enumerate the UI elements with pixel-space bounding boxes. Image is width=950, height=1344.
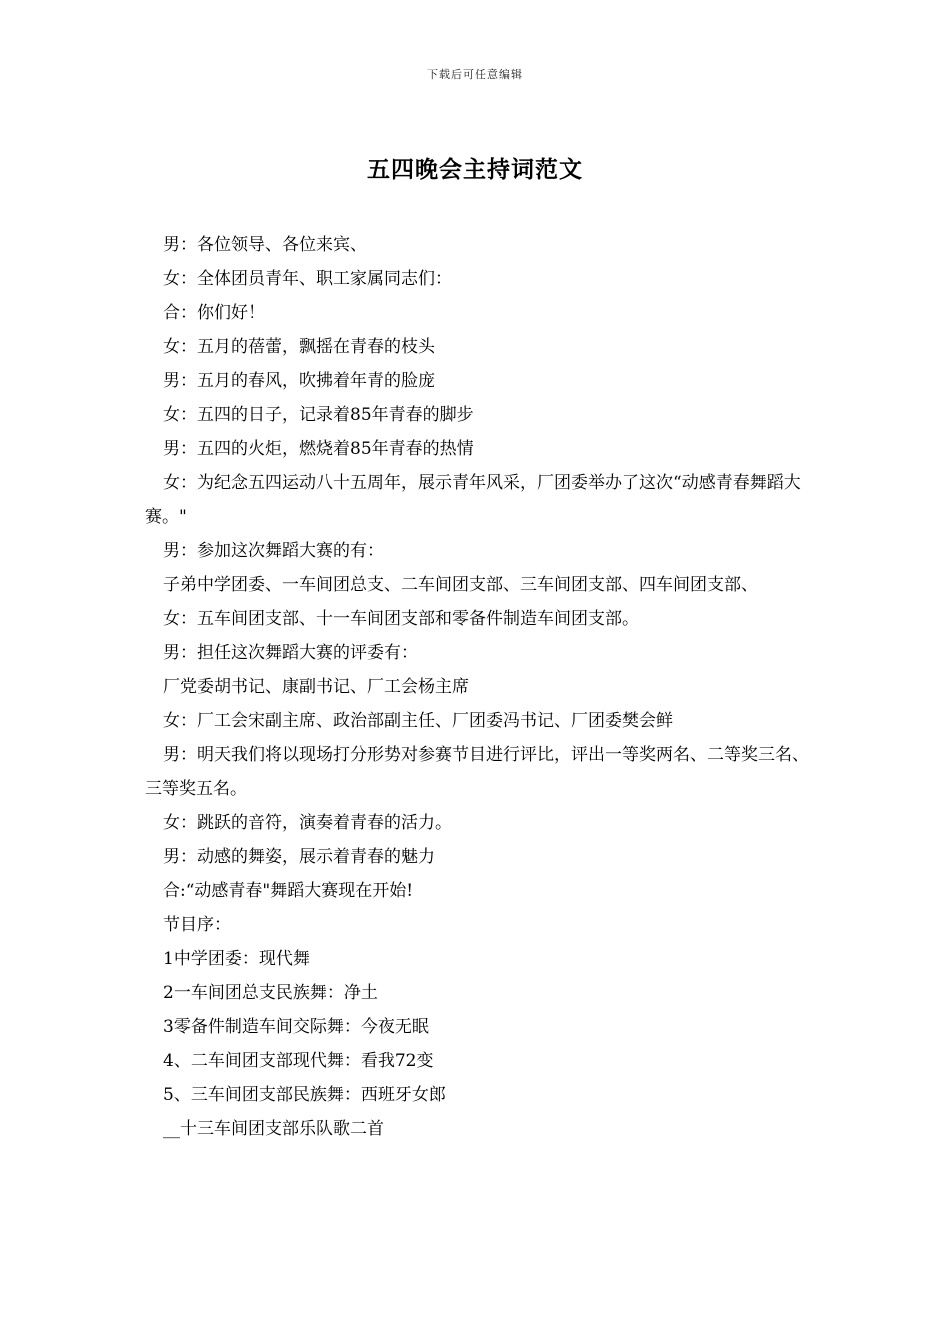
paragraph: 女：为纪念五四运动八十五周年，展示青年风采，厂团委举办了这次“动感青春舞蹈大赛。" — [145, 473, 801, 527]
paragraph: 男：动感的舞姿，展示着青春的魅力 — [163, 847, 435, 867]
paragraph: 2一车间团总支民族舞：净土 — [163, 983, 378, 1003]
paragraph: 合:“动感青春"舞蹈大赛现在开始! — [163, 881, 414, 901]
document-title: 五四晚会主持词范文 — [367, 156, 583, 183]
document-body — [145, 228, 813, 1146]
paragraph: __十三车间团支部乐队歌二首 — [163, 1119, 384, 1139]
paragraph: 女：厂工会宋副主席、政治部副主任、厂团委冯书记、厂团委樊会鲜 — [163, 711, 673, 731]
paragraph: 男：明天我们将以现场打分形势对参赛节目进行评比，评出一等奖两名、二等奖三名、三等奖五名。 — [145, 745, 809, 799]
paragraph: 女：跳跃的音符，演奏着青春的活力。 — [163, 813, 452, 833]
paragraph: 男：参加这次舞蹈大赛的有： — [163, 541, 384, 561]
paragraph: 5、三车间团支部民族舞：西班牙女郎 — [163, 1085, 446, 1105]
paragraph: 子弟中学团委、一车间团总支、二车间团支部、三车间团支部、四车间团支部、 — [163, 575, 758, 595]
paragraph: 男：五四的火炬，燃烧着85年青春的热情 — [163, 439, 474, 459]
paragraph: 3零备件制造车间交际舞：今夜无眠 — [163, 1017, 429, 1037]
paragraph: 男：五月的春风，吹拂着年青的脸庞 — [163, 371, 435, 391]
paragraph: 合：你们好！ — [163, 303, 265, 323]
paragraph: 女：五四的日子，记录着85年青春的脚步 — [163, 405, 474, 425]
paragraph: 女：五月的蓓蕾，飘摇在青春的枝头 — [163, 337, 435, 357]
paragraph: 4、二车间团支部现代舞：看我72变 — [163, 1051, 434, 1071]
paragraph: 男：各位领导、各位来宾、 — [163, 235, 367, 255]
paragraph: 节目序： — [163, 915, 231, 935]
paragraph: 1中学团委：现代舞 — [163, 949, 310, 969]
header-note: 下载后可任意编辑 — [427, 68, 523, 81]
paragraph: 男：担任这次舞蹈大赛的评委有： — [163, 643, 418, 663]
paragraph: 厂党委胡书记、康副书记、厂工会杨主席 — [163, 677, 469, 697]
paragraph: 女：全体团员青年、职工家属同志们： — [163, 269, 452, 289]
paragraph: 女：五车间团支部、十一车间团支部和零备件制造车间团支部。 — [163, 609, 639, 629]
